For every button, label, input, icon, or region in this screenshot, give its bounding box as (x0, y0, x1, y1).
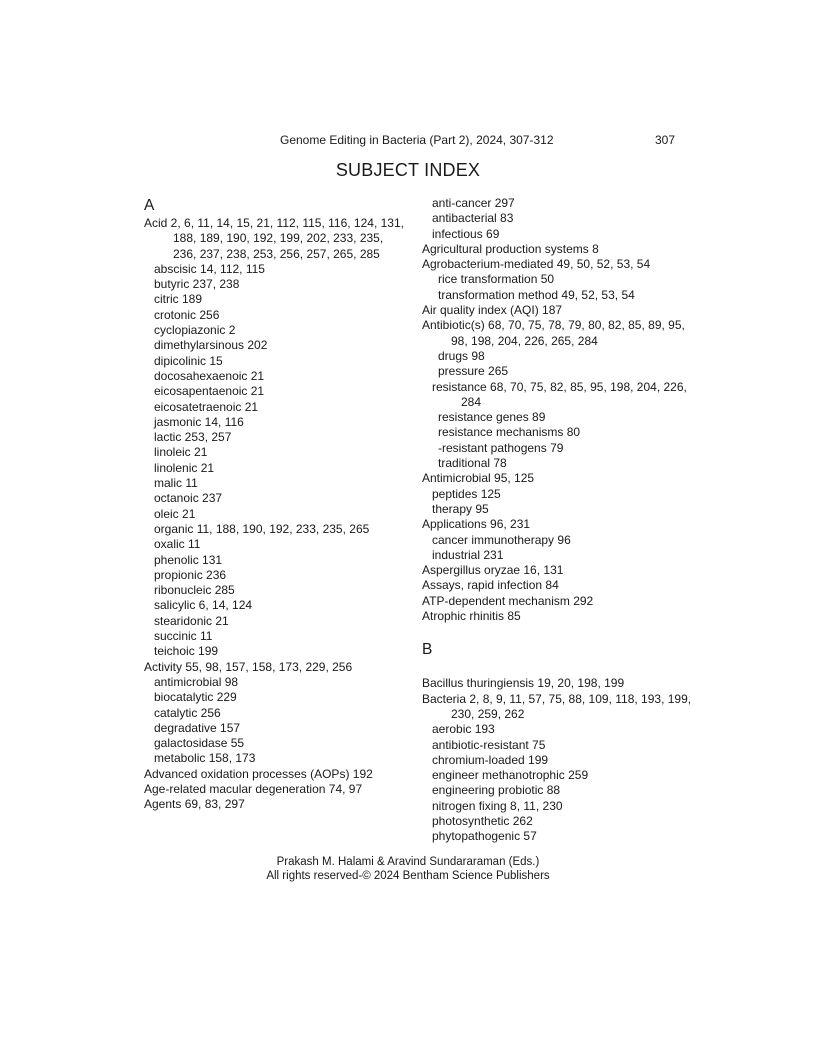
section-spacer (422, 624, 692, 640)
index-subentry: degradative 157 (154, 720, 241, 735)
index-subentry: oleic 21 (154, 506, 196, 521)
index-subentry: aerobic 193 (432, 722, 495, 737)
index-subentry: eicosatetraenoic 21 (154, 399, 259, 414)
index-subentry: lactic 253, 257 (154, 430, 232, 445)
index-subentry: metabolic 158, 173 (154, 751, 256, 766)
index-subentry: cancer immunotherapy 96 (432, 532, 571, 547)
index-entry: Antimicrobial 95, 125 (422, 471, 535, 486)
index-subentry: biocatalytic 229 (154, 690, 237, 705)
index-subentry: transformation method 49, 52, 53, 54 (438, 287, 635, 302)
index-entry: ATP-dependent mechanism 292 (422, 593, 594, 608)
index-subentry: dimethylarsinous 202 (154, 338, 268, 353)
index-subentry: nitrogen fixing 8, 11, 230 (432, 798, 563, 813)
index-subentry: galactosidase 55 (154, 736, 245, 751)
index-subentry: phytopathogenic 57 (432, 829, 537, 844)
index-subentry: engineer methanotrophic 259 (432, 768, 589, 783)
index-subentry: pressure 265 (438, 364, 509, 379)
index-subentry: chromium-loaded 199 (432, 752, 549, 767)
index-entry: Atrophic rhinitis 85 (422, 609, 521, 624)
footer-editors: Prakash M. Halami & Aravind Sundararaman (Eds.) (276, 856, 540, 868)
page-footer (0, 855, 816, 883)
index-entry: Age-related macular degeneration 74, 97 (144, 781, 363, 796)
index-subentry: dipicolinic 15 (154, 353, 223, 368)
index-subentry: teichoic 199 (154, 644, 219, 659)
page-number: 307 (655, 133, 676, 147)
index-subentry: resistance mechanisms 80 (438, 425, 581, 440)
index-subentry: docosahexaenoic 21 (154, 368, 265, 383)
index-subentry: linoleic 21 (154, 445, 208, 460)
index-subentry: eicosapentaenoic 21 (154, 384, 265, 399)
page-title: SUBJECT INDEX (335, 160, 481, 180)
index-subentry: abscisic 14, 112, 115 (154, 261, 265, 276)
index-column-right (422, 196, 692, 845)
section-spacer (422, 660, 692, 676)
index-subentry: succinic 11 (154, 629, 213, 644)
index-subentry: organic 11, 188, 190, 192, 233, 235, 265 (154, 521, 370, 536)
index-entry: Advanced oxidation processes (AOPs) 192 (144, 766, 373, 781)
section-letter: A (144, 197, 155, 214)
index-subentry: resistance genes 89 (438, 410, 546, 425)
index-subentry: citric 189 (154, 292, 203, 307)
index-entry: Agricultural production systems 8 (422, 241, 599, 256)
index-subentry: octanoic 237 (154, 491, 223, 506)
index-entry: Agrobacterium-mediated 49, 50, 52, 53, 54 (422, 257, 651, 272)
index-subentry: drugs 98 (438, 348, 485, 363)
index-subentry: malic 11 (154, 476, 198, 491)
index-column-left (144, 196, 404, 813)
index-entry: Bacteria 2, 8, 9, 11, 57, 75, 88, 109, 118, 193, 199, 230, 259, 262 (422, 691, 692, 721)
index-subentry: salicylic 6, 14, 124 (154, 598, 253, 613)
running-title: Genome Editing in Bacteria (Part 2), 2024, 307-312 (280, 133, 554, 147)
index-subentry: jasmonic 14, 116 (154, 414, 244, 429)
index-subentry: industrial 231 (432, 547, 504, 562)
index-subentry: catalytic 256 (154, 705, 221, 720)
index-subentry: engineering probiotic 88 (432, 783, 561, 798)
index-entry: Antibiotic(s) 68, 70, 75, 78, 79, 80, 82, 85, 89, 95, 98, 198, 204, 226, 265, 284 (422, 318, 685, 348)
index-entry: Bacillus thuringiensis 19, 20, 198, 199 (422, 676, 625, 691)
index-subentry: crotonic 256 (154, 307, 220, 322)
index-entry: Assays, rapid infection 84 (422, 578, 559, 593)
index-subentry: propionic 236 (154, 567, 227, 582)
section-letter: B (422, 641, 433, 659)
index-subentry: cyclopiazonic 2 (154, 323, 236, 338)
index-entry: Aspergillus oryzae 16, 131 (422, 563, 564, 578)
index-subentry: butyric 237, 238 (154, 277, 240, 292)
index-subentry: -resistant pathogens 79 (438, 440, 564, 455)
index-subentry: antimicrobial 98 (154, 674, 239, 689)
index-subentry: peptides 125 (432, 486, 501, 501)
index-entry: Applications 96, 231 (422, 517, 531, 532)
index-subentry: anti-cancer 297 (432, 196, 515, 210)
index-subentry: antibacterial 83 (432, 211, 514, 226)
index-subentry: stearidonic 21 (154, 613, 229, 628)
index-subentry: photosynthetic 262 (432, 813, 533, 828)
index-subentry: antibiotic-resistant 75 (432, 737, 546, 752)
index-subentry: traditional 78 (438, 456, 507, 471)
index-subentry: ribonucleic 285 (154, 583, 235, 598)
index-subentry: infectious 69 (432, 226, 500, 241)
index-entry: Activity 55, 98, 157, 158, 173, 229, 256 (144, 659, 353, 674)
index-subentry: linolenic 21 (154, 460, 215, 475)
index-entry: Agents 69, 83, 297 (144, 797, 245, 812)
index-subentry: oxalic 11 (154, 537, 201, 552)
index-subentry: resistance 68, 70, 75, 82, 85, 95, 198, 204, 226, 284 (432, 379, 687, 409)
footer-copyright: All rights reserved-© 2024 Bentham Science Publishers (266, 870, 550, 882)
index-subentry: therapy 95 (432, 501, 489, 516)
index-entry: Acid 2, 6, 11, 14, 15, 21, 112, 115, 116, 124, 131, 188, 189, 190, 192, 199, 202, 233, 235, 236, 237, 238, 253, 256, 257, 265, 285 (144, 216, 404, 261)
index-subentry: phenolic 131 (154, 552, 223, 567)
index-entry: Air quality index (AQI) 187 (422, 303, 563, 318)
index-subentry: rice transformation 50 (438, 272, 555, 287)
